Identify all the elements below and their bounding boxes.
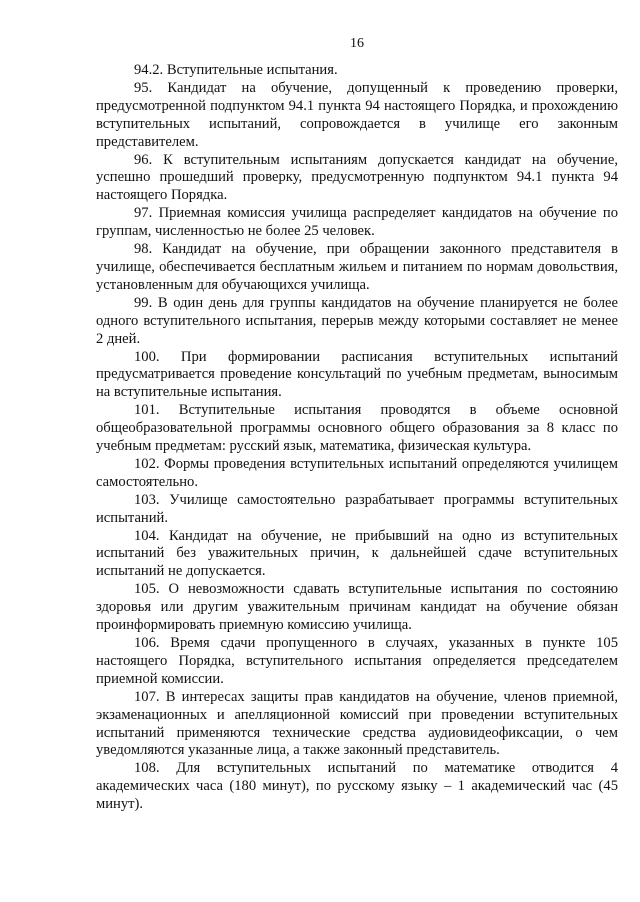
- paragraph-98: 98. Кандидат на обучение, при обращении законного представителя в училище, обеспечивается бесплатным жильем и питанием по нормам довольствия, установленным для обучающихся училища.: [96, 241, 618, 293]
- paragraph-105: 105. О невозможности сдавать вступительные испытания по состоянию здоровья или другим уважительным причинам кандидат на обучение обязан проинформировать приемную комиссию училища.: [96, 581, 618, 634]
- paragraph-108: 108. Для вступительных испытаний по математике отводится 4 академических часа (180 минут), по русскому языку – 1 академический час (45 минут).: [96, 760, 618, 813]
- paragraph-95: 95. Кандидат на обучение, допущенный к проведению проверки, предусмотренной подпунктом 94.1 пункта 94 настоящего Порядка, и прохождению вступительных испытаний, сопровождается в училище его законным представителем.: [96, 79, 618, 150]
- paragraph-106: 106. Время сдачи пропущенного в случаях, указанных в пункте 105 настоящего Порядка, вступительного испытания определяется председателем приемной комиссии.: [96, 635, 618, 687]
- paragraph-107: 107. В интересах защиты прав кандидатов на обучение, членов приемной, экзаменационных и апелляционной комиссий при проведении вступительных испытаний применяются технические средства аудиовидеофиксации, о чем уведомляются указанные лица, а также законный представитель.: [96, 688, 618, 759]
- page-number: 16: [350, 36, 364, 51]
- paragraph-103: 103. Училище самостоятельно разрабатывает программы вступительных испытаний.: [96, 491, 618, 526]
- paragraph-101: 101. Вступительные испытания проводятся в объеме основной общеобразовательной программы основного общего образования за 8 класс по учебным предметам: русский язык, математика, физическая культура.: [96, 402, 618, 455]
- paragraph-96: 96. К вступительным испытаниям допускается кандидат на обучение, успешно прошедший проверку, предусмотренную подпунктом 94.1 пункта 94 настоящего Порядка.: [96, 151, 618, 204]
- paragraph-100: 100. При формировании расписания вступительных испытаний предусматривается проведение консультаций по учебным предметам, выносимым на вступительные испытания.: [96, 348, 618, 401]
- paragraph-94-2: 94.2. Вступительные испытания.: [134, 62, 338, 78]
- paragraph-104: 104. Кандидат на обучение, не прибывший на одно из вступительных испытаний без уважительных причин, к дальнейшей сдаче вступительных испытаний не допускается.: [96, 527, 618, 580]
- paragraph-99: 99. В один день для группы кандидатов на обучение планируется не более одного вступительного испытания, перерыв между которыми составляет не менее 2 дней.: [96, 294, 618, 347]
- paragraph-102: 102. Формы проведения вступительных испытаний определяются училищем самостоятельно.: [96, 455, 618, 490]
- paragraph-97: 97. Приемная комиссия училища распределяет кандидатов на обучение по группам, численностью не более 25 человек.: [96, 205, 618, 240]
